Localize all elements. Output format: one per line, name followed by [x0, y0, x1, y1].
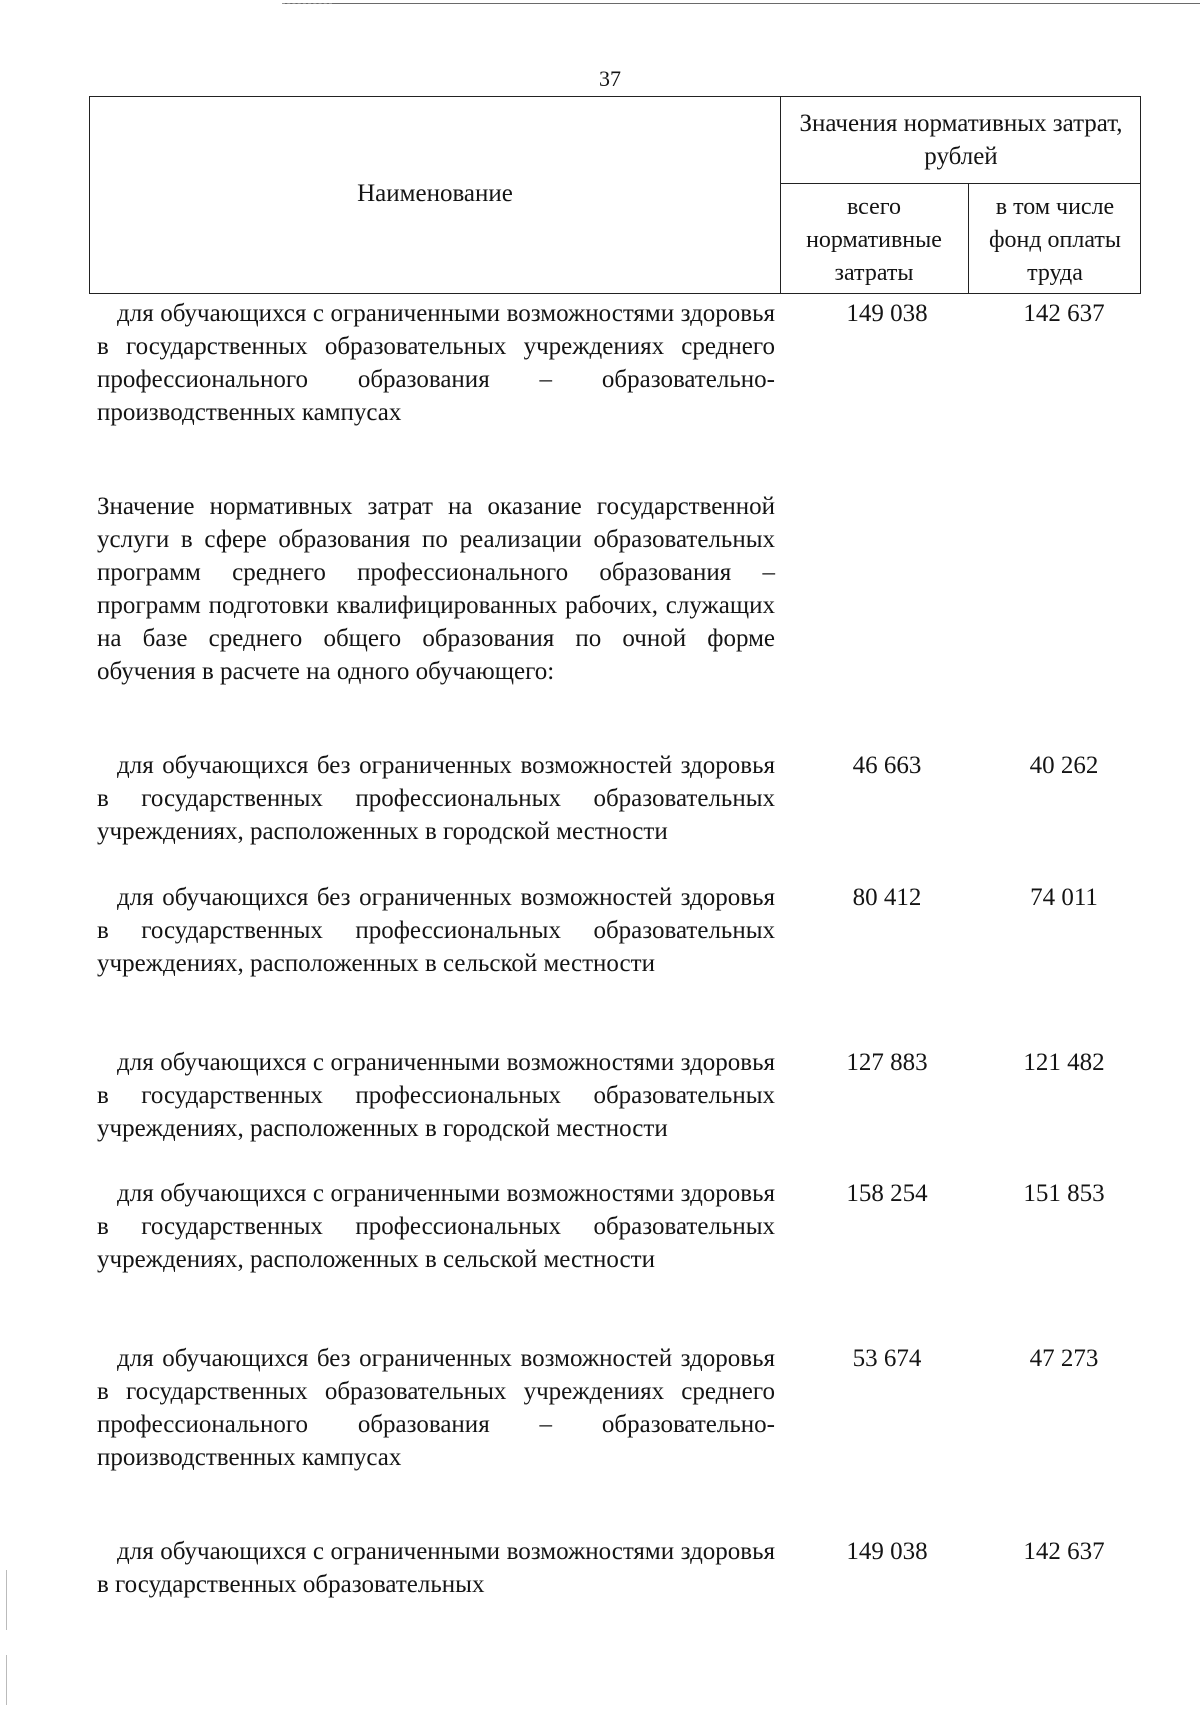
- page-number: 37: [599, 66, 621, 91]
- row-description: для обучающихся с ограниченными возможностями здоровья в государственных образовательных: [97, 1538, 775, 1598]
- header-col-total: всего нормативные затраты: [806, 194, 942, 286]
- scan-margin-mark: [6, 1570, 7, 1630]
- row-total-value: 149 038: [846, 1538, 928, 1565]
- row-description: для обучающихся с ограниченными возможностями здоровья в государственных профессиональных образовательных учреждениях, расположенных в городской местности: [97, 1049, 775, 1142]
- row-description: для обучающихся с ограниченными возможностями здоровья в государственных образовательных учреждениях среднего профессионального образования – образовательно-производственных кампусах: [97, 300, 775, 426]
- row-payroll-value: 40 262: [1029, 752, 1099, 779]
- header-values-group: Значения нормативных затрат, рублей: [799, 110, 1123, 170]
- header-name-column: Наименование: [357, 180, 513, 207]
- scan-margin-mark: [6, 1655, 7, 1705]
- row-description: для обучающихся без ограниченных возможностей здоровья в государственных профессиональных образовательных учреждениях, расположенных в сельской местности: [97, 884, 775, 977]
- row-total-value: 149 038: [846, 300, 928, 327]
- row-description: для обучающихся без ограниченных возможностей здоровья в государственных образовательных учреждениях среднего профессионального образования – образовательно-производственных кампусах: [97, 1345, 775, 1471]
- header-divider-horizontal: [780, 183, 1140, 184]
- table-header: [89, 96, 1141, 294]
- row-total-value: 80 412: [852, 884, 922, 911]
- row-payroll-value: 142 637: [1023, 1538, 1105, 1565]
- top-edge-dash: [282, 3, 332, 4]
- row-payroll-value: 142 637: [1023, 300, 1105, 327]
- header-col-payroll: в том числе фонд оплаты труда: [988, 194, 1122, 286]
- row-description: для обучающихся без ограниченных возможностей здоровья в государственных профессиональных образовательных учреждениях, расположенных в городской местности: [97, 752, 775, 845]
- row-payroll-value: 151 853: [1023, 1180, 1105, 1207]
- row-description: для обучающихся с ограниченными возможностями здоровья в государственных профессиональных образовательных учреждениях, расположенных в сельской местности: [97, 1180, 775, 1273]
- row-total-value: 46 663: [852, 752, 922, 779]
- row-payroll-value: 121 482: [1023, 1049, 1105, 1076]
- row-total-value: 127 883: [846, 1049, 928, 1076]
- row-total-value: 158 254: [846, 1180, 928, 1207]
- top-edge-rule: [282, 3, 1200, 4]
- row-payroll-value: 74 011: [1030, 884, 1098, 911]
- row-payroll-value: 47 273: [1029, 1345, 1099, 1372]
- section-intro-text: Значение нормативных затрат на оказание государственной услуги в сфере образования по реализации образовательных программ среднего профессионального образования – программ подготовки квалифицированных рабочих, служащих на базе среднего общего образования по очной форме обучения в расчете на одного обучающего:: [97, 493, 775, 685]
- row-total-value: 53 674: [852, 1345, 922, 1372]
